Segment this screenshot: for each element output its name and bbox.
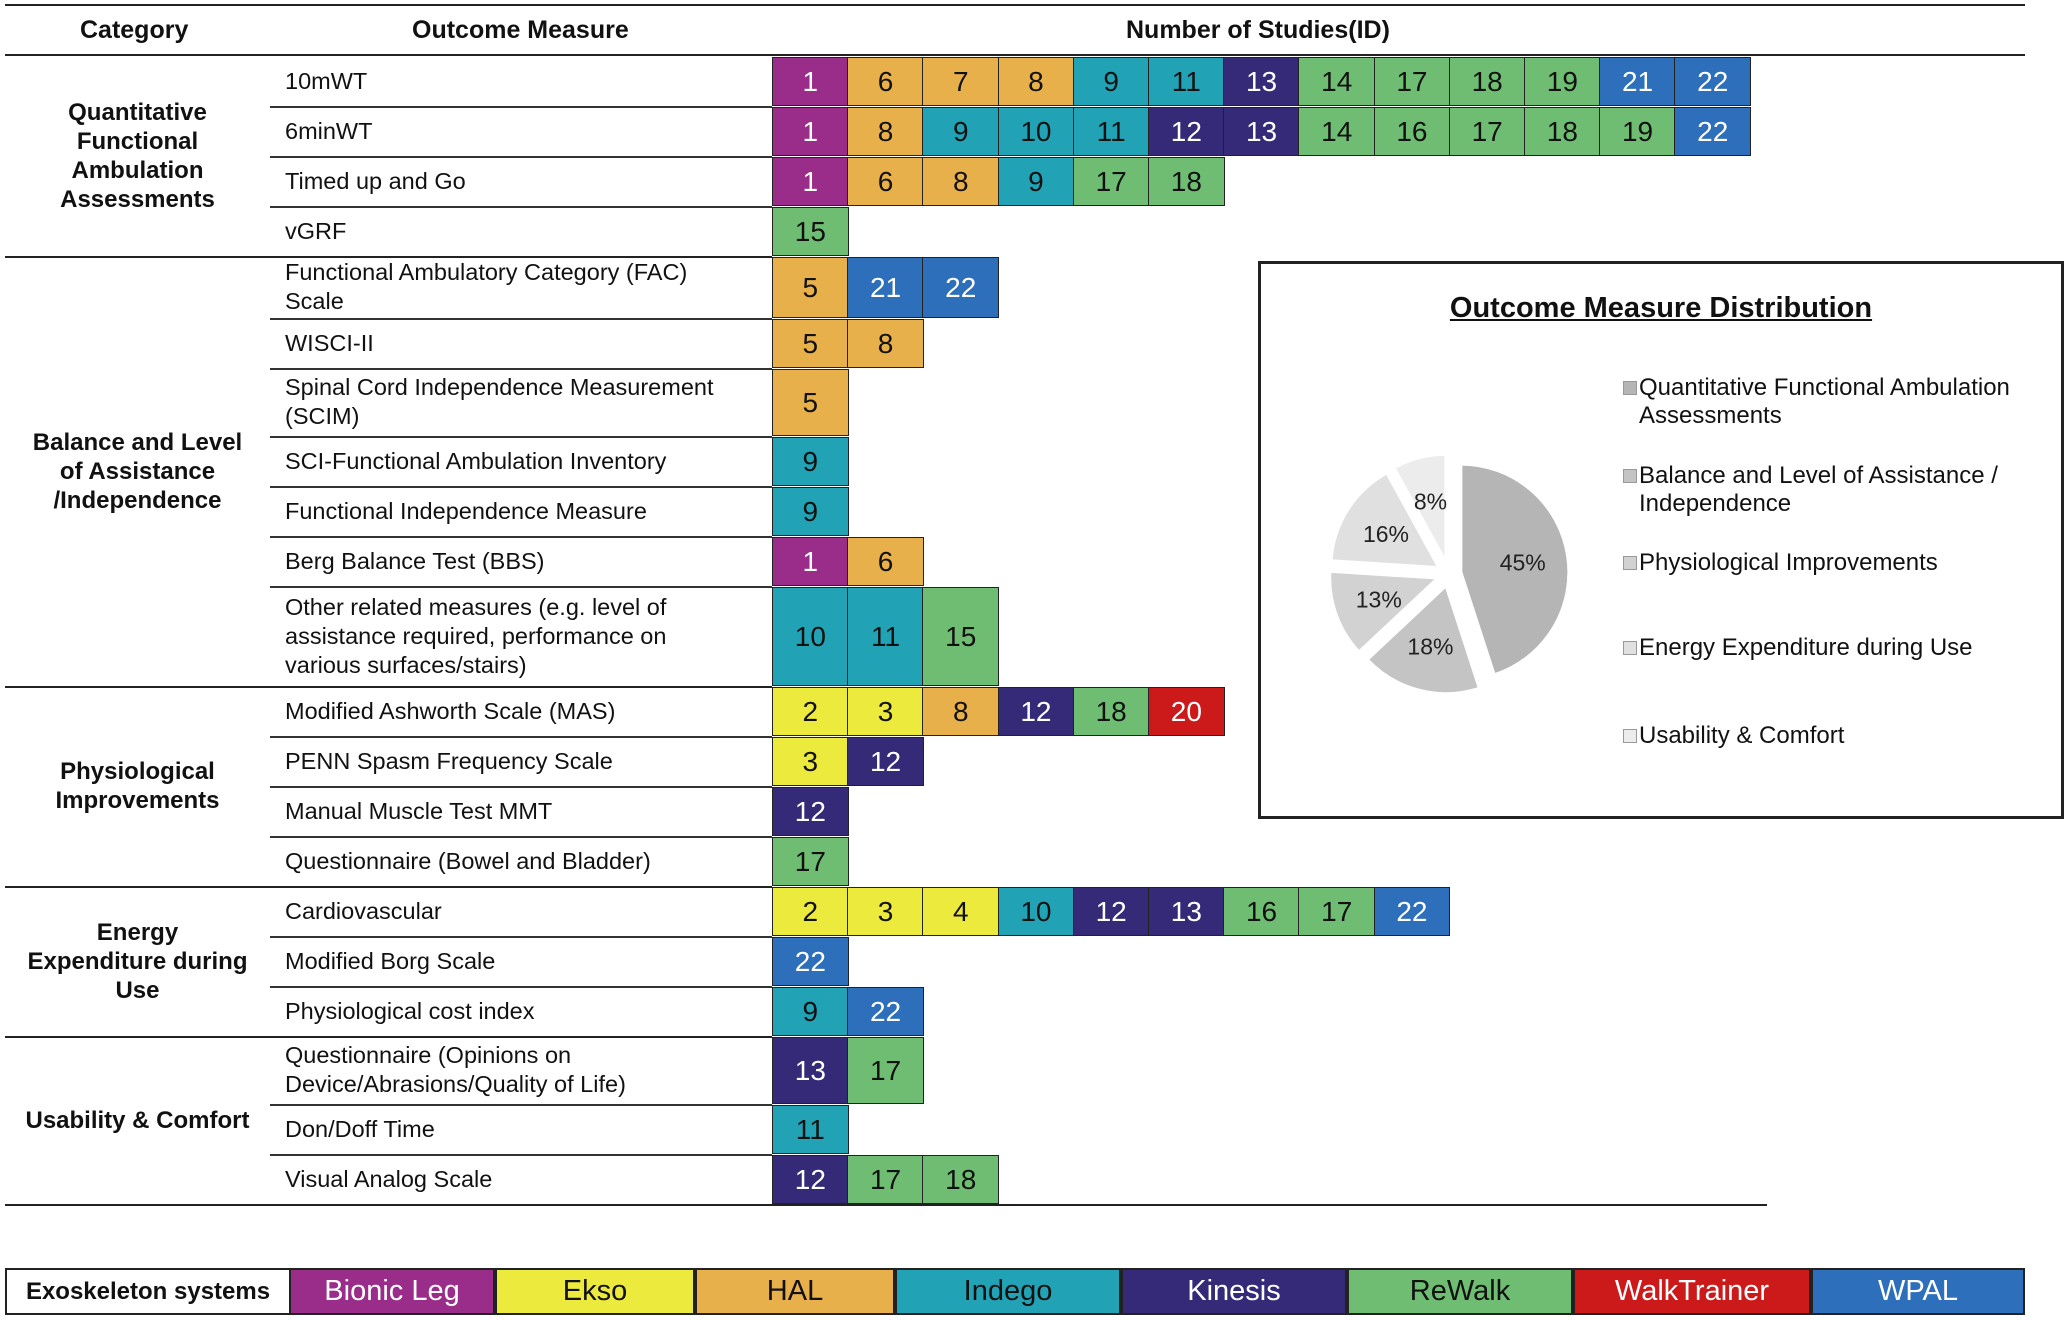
study-id-cell: 5 [772, 257, 849, 318]
outcome-measure-label: Manual Muscle Test MMT [285, 797, 553, 824]
study-id-cell: 11 [772, 1105, 849, 1154]
pie-legend-item [1639, 549, 2059, 577]
study-id-cell: 12 [998, 687, 1075, 736]
study-id-cell: 10 [998, 107, 1075, 156]
legend-swatch [1623, 729, 1637, 743]
outcome-measure-label: Cardiovascular [285, 897, 442, 924]
study-id-cell: 18 [1524, 107, 1601, 156]
study-id-cell: 1 [772, 107, 849, 156]
study-id-cell: 6 [847, 57, 924, 106]
outcome-measure-label: Functional Ambulatory Category (FAC) Scale [285, 259, 688, 314]
pie-legend-label: Quantitative Functional Ambulation Assessments [1639, 374, 2010, 429]
pie-slice-label: 8% [1413, 488, 1448, 515]
study-id-cell: 22 [1674, 57, 1751, 106]
outcome-measure-label: Berg Balance Test (BBS) [285, 547, 545, 574]
outcome-measure-label: Other related measures (e.g. level of assistance required, performance on various surfaces/stairs) [285, 593, 667, 678]
outcome-measure-label: Physiological cost index [285, 997, 535, 1024]
category-label: Energy Expenditure during Use [27, 918, 248, 1004]
study-id-cell: 5 [772, 319, 849, 368]
study-id-cell: 10 [998, 887, 1075, 936]
system-legend-item: WPAL [1811, 1268, 2025, 1315]
pie-legend-label: Usability & Comfort [1639, 722, 1845, 749]
study-id-cell: 22 [1374, 887, 1451, 936]
study-id-cell: 2 [772, 687, 849, 736]
category-label: Balance and Level of Assistance /Independence [32, 428, 243, 514]
study-id-cell: 17 [847, 1037, 924, 1104]
study-id-cell: 2 [772, 887, 849, 936]
study-id-cell: 14 [1298, 57, 1375, 106]
system-legend-item: Indego [895, 1268, 1121, 1315]
study-id-cell: 8 [847, 107, 924, 156]
study-id-cell: 9 [772, 487, 849, 536]
study-id-cell: 20 [1148, 687, 1225, 736]
header-category: Category [80, 16, 189, 44]
study-id-cell: 21 [1599, 57, 1676, 106]
study-id-cell: 21 [847, 257, 924, 318]
study-id-cell: 18 [922, 1155, 999, 1204]
outcome-measure-label: vGRF [285, 217, 347, 244]
study-id-cell: 1 [772, 537, 849, 586]
study-id-cell: 1 [772, 157, 849, 206]
legend-swatch [1623, 469, 1637, 483]
study-id-cell: 16 [1374, 107, 1451, 156]
study-id-cell: 13 [1223, 57, 1300, 106]
pie-legend-label: Physiological Improvements [1639, 549, 1938, 576]
study-id-cell: 3 [772, 737, 849, 786]
pie-legend-item [1639, 374, 2059, 430]
outcome-measure-label: PENN Spasm Frequency Scale [285, 747, 613, 774]
header-number-of-studies: Number of Studies(ID) [1126, 16, 1390, 44]
study-id-cell: 11 [847, 587, 924, 686]
outcome-measure-label: 6minWT [285, 117, 373, 144]
study-id-cell: 4 [922, 887, 999, 936]
outcome-measure-label: Visual Analog Scale [285, 1165, 493, 1192]
top-rule [5, 4, 2025, 6]
study-id-cell: 5 [772, 369, 849, 436]
outcome-measure-label: Questionnaire (Opinions on Device/Abrasions/Quality of Life) [285, 1042, 626, 1097]
study-id-cell: 10 [772, 587, 849, 686]
study-id-cell: 12 [772, 787, 849, 836]
study-id-cell: 17 [1298, 887, 1375, 936]
study-id-cell: 12 [772, 1155, 849, 1204]
legend-swatch [1623, 641, 1637, 655]
system-legend-item: Bionic Leg [289, 1268, 495, 1315]
outcome-measure-label: WISCI-II [285, 329, 374, 356]
study-id-cell: 6 [847, 537, 924, 586]
study-id-cell: 12 [1148, 107, 1225, 156]
study-id-cell: 8 [998, 57, 1075, 106]
system-legend-item: HAL [695, 1268, 895, 1315]
pie-slice-label: 18% [1407, 633, 1454, 660]
study-id-cell: 9 [1073, 57, 1150, 106]
outcome-measure-label: Spinal Cord Independence Measurement (SCIM) [285, 374, 714, 429]
study-id-cell: 9 [998, 157, 1075, 206]
study-id-cell: 3 [847, 687, 924, 736]
study-id-cell: 22 [1674, 107, 1751, 156]
study-id-cell: 17 [772, 837, 849, 886]
study-id-cell: 12 [1073, 887, 1150, 936]
study-id-cell: 22 [772, 937, 849, 986]
study-id-cell: 13 [1148, 887, 1225, 936]
category-divider [5, 1204, 1767, 1206]
study-id-cell: 11 [1148, 57, 1225, 106]
system-legend-item: ReWalk [1347, 1268, 1573, 1315]
pie-chart [1279, 359, 1679, 759]
pie-legend-item [1639, 634, 2059, 662]
study-id-cell: 17 [847, 1155, 924, 1204]
outcome-measure-label: Functional Independence Measure [285, 497, 647, 524]
pie-legend-label: Energy Expenditure during Use [1639, 634, 1973, 661]
study-id-cell: 3 [847, 887, 924, 936]
study-id-cell: 12 [847, 737, 924, 786]
outcome-measure-label: Don/Doff Time [285, 1115, 435, 1142]
pie-legend-item [1639, 462, 2059, 518]
pie-legend-item [1639, 722, 2059, 750]
system-legend-item: WalkTrainer [1573, 1268, 1811, 1315]
pie-legend-label: Balance and Level of Assistance / Independence [1639, 462, 1998, 517]
study-id-cell: 19 [1599, 107, 1676, 156]
legend-swatch [1623, 381, 1637, 395]
category-label: Usability & Comfort [25, 1106, 250, 1134]
study-id-cell: 11 [1073, 107, 1150, 156]
study-id-cell: 16 [1223, 887, 1300, 936]
study-id-cell: 18 [1449, 57, 1526, 106]
legend-swatch [1623, 556, 1637, 570]
study-id-cell: 13 [772, 1037, 849, 1104]
study-id-cell: 13 [1223, 107, 1300, 156]
category-label: Quantitative Functional Ambulation Assessments [60, 99, 215, 213]
outcome-measure-label: SCI-Functional Ambulation Inventory [285, 447, 667, 474]
study-id-cell: 18 [1073, 687, 1150, 736]
pie-slice-label: 13% [1355, 586, 1402, 613]
study-id-cell: 8 [847, 319, 924, 368]
study-id-cell: 8 [922, 157, 999, 206]
study-id-cell: 15 [772, 207, 849, 256]
study-id-cell: 19 [1524, 57, 1601, 106]
study-id-cell: 22 [922, 257, 999, 318]
systems-legend-title: Exoskeleton systems [5, 1268, 291, 1315]
pie-slice-label: 16% [1362, 521, 1410, 548]
study-id-cell: 6 [847, 157, 924, 206]
study-id-cell: 17 [1374, 57, 1451, 106]
study-id-cell: 9 [772, 437, 849, 486]
study-id-cell: 9 [772, 987, 849, 1036]
study-id-cell: 17 [1449, 107, 1526, 156]
outcome-measure-label: Modified Ashworth Scale (MAS) [285, 697, 616, 724]
outcome-measure-label: Timed up and Go [285, 167, 466, 194]
system-legend-item: Kinesis [1121, 1268, 1347, 1315]
study-id-cell: 1 [772, 57, 849, 106]
outcome-measure-label: Questionnaire (Bowel and Bladder) [285, 847, 651, 874]
category-label: Physiological Improvements [55, 758, 220, 814]
study-id-cell: 17 [1073, 157, 1150, 206]
outcome-measure-label: 10mWT [285, 67, 368, 94]
pie-chart-panel [1258, 261, 2064, 819]
study-id-cell: 15 [922, 587, 999, 686]
study-id-cell: 9 [922, 107, 999, 156]
study-id-cell: 22 [847, 987, 924, 1036]
study-id-cell: 8 [922, 687, 999, 736]
pie-chart-title: Outcome Measure Distribution [1449, 292, 1873, 324]
study-id-cell: 14 [1298, 107, 1375, 156]
study-id-cell: 7 [922, 57, 999, 106]
study-id-cell: 18 [1148, 157, 1225, 206]
pie-slice-label: 45% [1499, 549, 1546, 576]
system-legend-item: Ekso [495, 1268, 695, 1315]
outcome-measure-label: Modified Borg Scale [285, 947, 496, 974]
header-outcome-measure: Outcome Measure [412, 16, 629, 44]
